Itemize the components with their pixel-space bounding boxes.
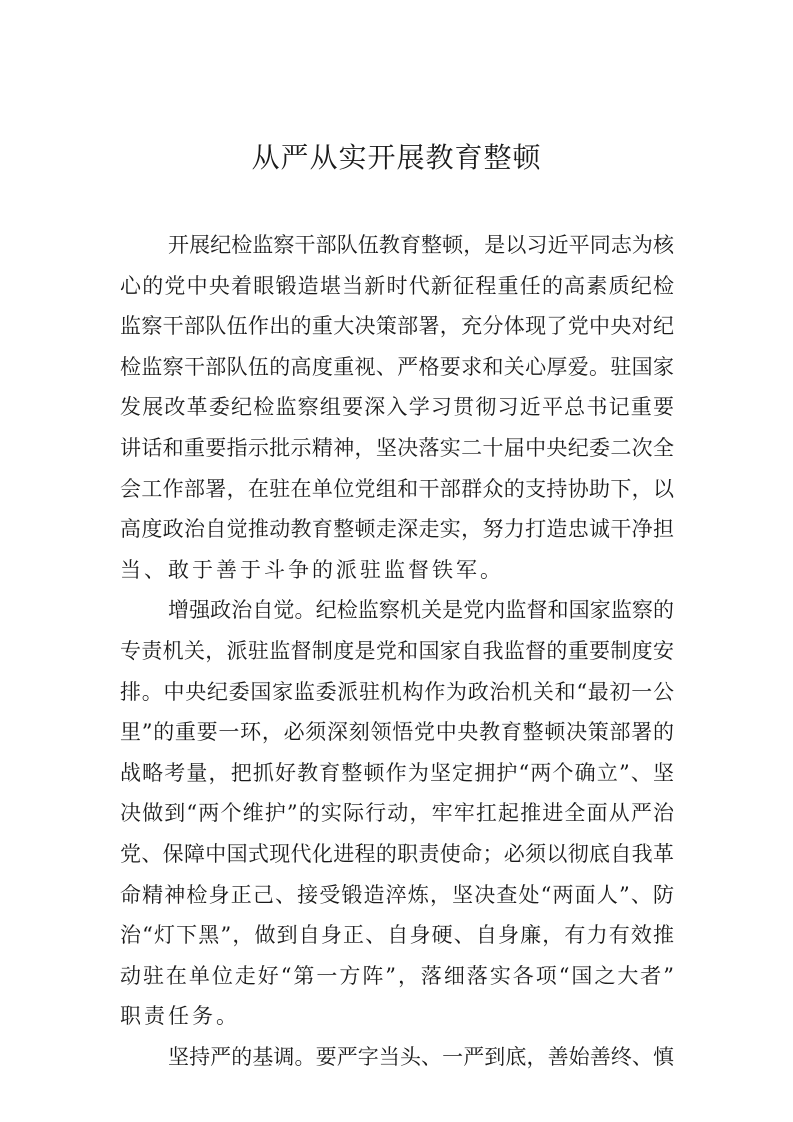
- paragraph-line: 职责任务。: [120, 1004, 240, 1029]
- paragraph-line: 当、敢于善于斗争的派驻监督铁军。: [120, 557, 504, 582]
- paragraph-line: 开展纪检监察干部队伍教育整顿，是以习近平同志为核: [168, 233, 674, 257]
- paragraph-line: 战略考量，把抓好教育整顿作为坚定拥护“两个确立”、坚: [120, 760, 674, 785]
- paragraph-line: 讲话和重要指示批示精神，坚决落实二十届中央纪委二次全: [120, 435, 674, 460]
- paragraph-line: 排。中央纪委国家监委派驻机构作为政治机关和“最初一公: [120, 679, 674, 704]
- paragraph-line: 动驻在单位走好“第一方阵”，落细落实各项“国之大者”: [120, 963, 674, 988]
- paragraph-line: 高度政治自觉推动教育整顿走深走实，努力打造忠诚干净担: [120, 517, 674, 542]
- paragraph-line: 检监察干部队伍的高度重视、严格要求和关心厚爱。驻国家: [120, 354, 674, 379]
- document-body: [120, 225, 674, 1077]
- paragraph-line: 决做到“两个维护”的实际行动，牢牢扛起推进全面从严治: [120, 801, 674, 826]
- paragraph-line: 治“灯下黑”，做到自身正、自身硬、自身廉，有力有效推: [120, 923, 674, 948]
- paragraph-line: 坚持严的基调。要严字当头、一严到底，善始善终、慎: [168, 1044, 674, 1069]
- paragraph-line: 监察干部队伍作出的重大决策部署，充分体现了党中央对纪: [120, 314, 674, 339]
- paragraph: [120, 590, 674, 1037]
- paragraph-line: 会工作部署，在驻在单位党组和干部群众的支持协助下，以: [120, 476, 674, 501]
- paragraph-line: 增强政治自觉。纪检监察机关是党内监督和国家监察的: [168, 598, 674, 623]
- paragraph-line: 专责机关，派驻监督制度是党和国家自我监督的重要制度安: [120, 638, 674, 663]
- paragraph-line: 发展改革委纪检监察组要深入学习贯彻习近平总书记重要: [120, 395, 674, 420]
- paragraph-line: 党、保障中国式现代化进程的职责使命；必须以彻底自我革: [120, 841, 674, 866]
- paragraph-line: 心的党中央着眼锻造堪当新时代新征程重任的高素质纪检: [120, 273, 674, 298]
- paragraph: [120, 1037, 674, 1078]
- paragraph-line: 命精神检身正己、接受锻造淬炼，坚决查处“两面人”、防: [120, 882, 674, 907]
- paragraph: [120, 225, 674, 590]
- paragraph-line: 里”的重要一环，必须深刻领悟党中央教育整顿决策部署的: [120, 720, 674, 745]
- document-title: 从严从实开展教育整顿: [251, 141, 542, 174]
